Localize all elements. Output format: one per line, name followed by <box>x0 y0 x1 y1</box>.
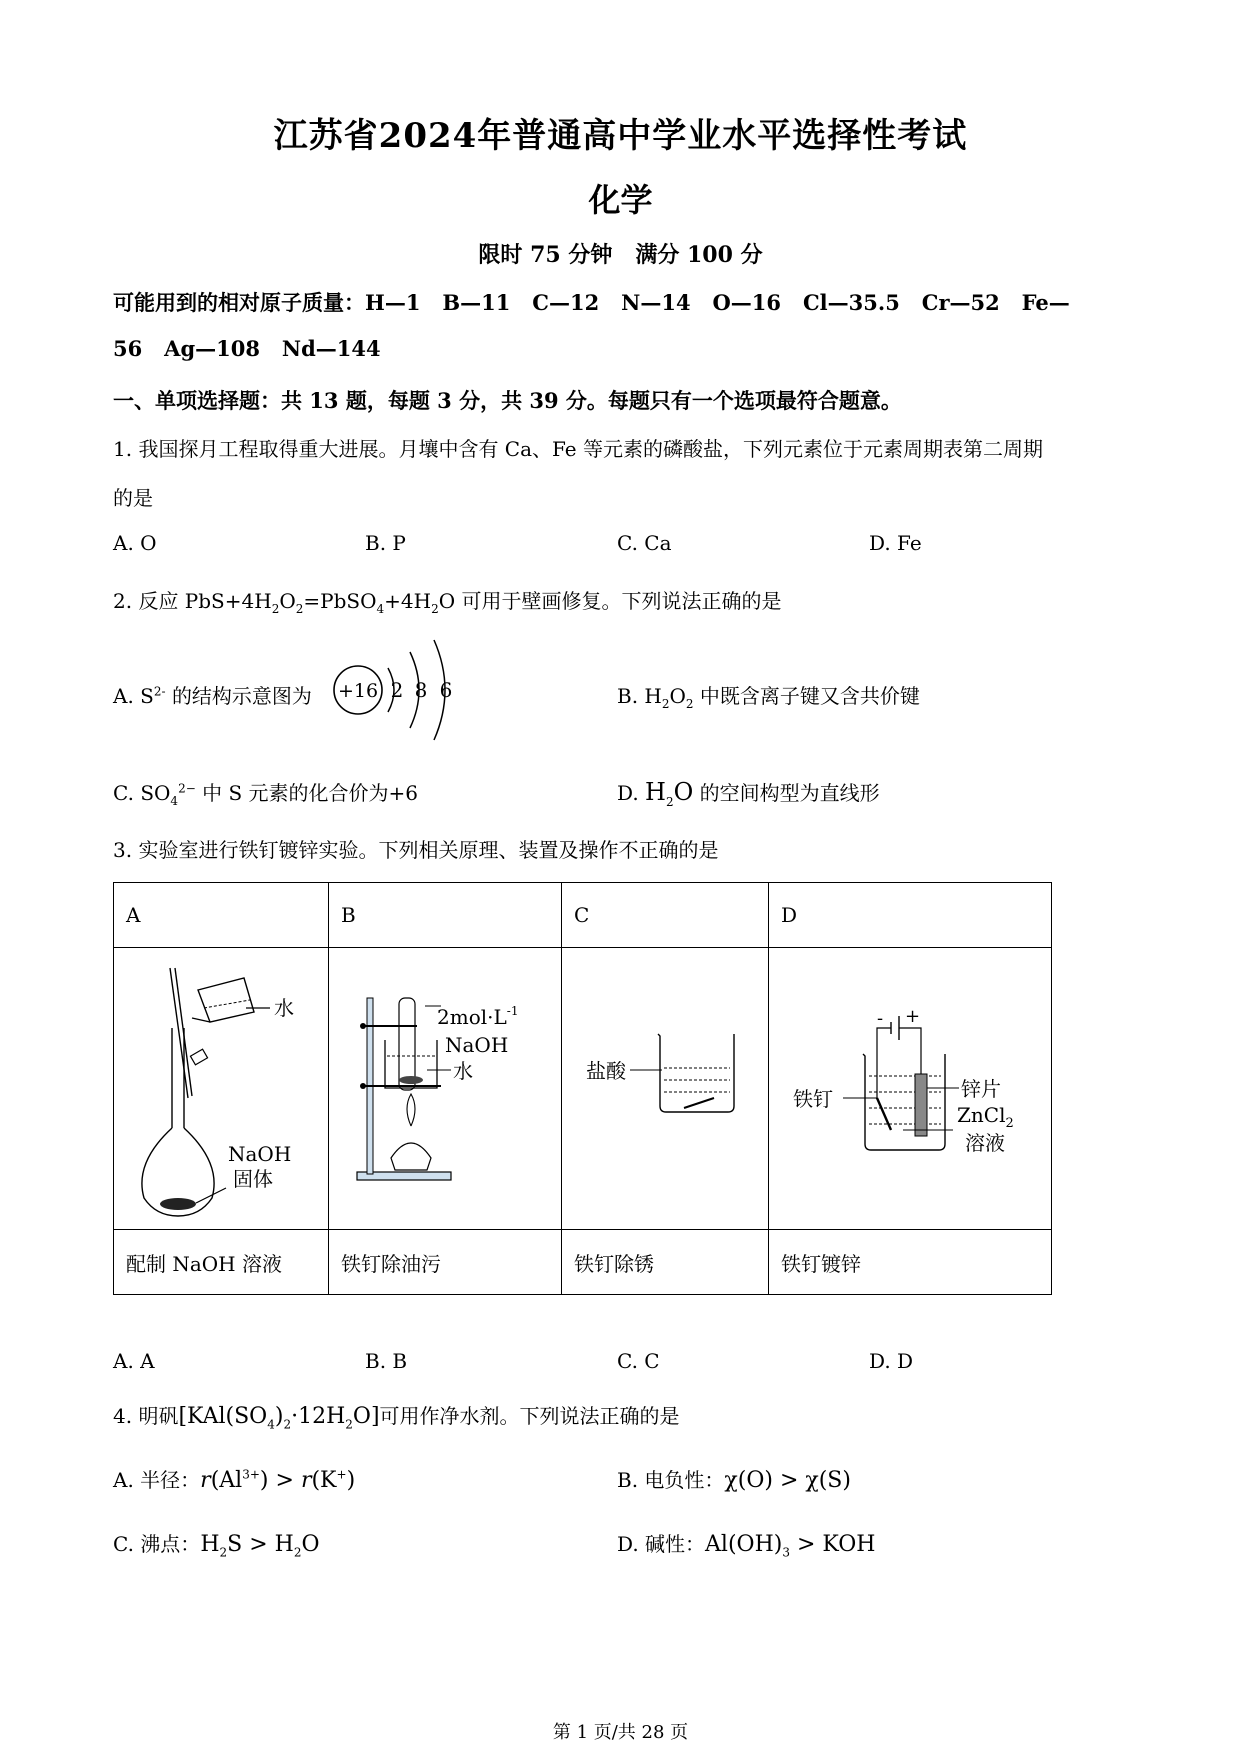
label-naoh-b: NaOH <box>445 1033 509 1057</box>
label-hydrochloric-acid: 盐酸 <box>586 1059 626 1083</box>
shell-1-count: 2 <box>390 678 404 702</box>
q3-figure-a-cell <box>114 948 329 1230</box>
q3-header-d: D <box>769 883 1052 948</box>
q2-option-d: D. $H_2O$ 的空间构型为直线形 <box>617 778 880 809</box>
iron-stand-figure <box>341 948 549 1224</box>
q3-option-b: B. B <box>365 1349 408 1373</box>
q3-header-c: C <box>562 883 769 948</box>
q3-option-c: C. C <box>617 1349 660 1373</box>
time-info: 限时 75 分钟 满分 100 分 <box>478 242 763 268</box>
q3-table <box>113 882 1052 1295</box>
label-concentration: $2mol\cdot L^{-1}$ <box>437 1004 519 1029</box>
q4-stem: 4. 明矾$[KAl(SO_4)_2\cdot 12H_2O]$可用作净水剂。下列说法正确的是 <box>113 1404 680 1432</box>
q3-option-a: A. A <box>113 1349 155 1373</box>
q1-stem-line1: 1. 我国探月工程取得重大进展。月壤中含有 Ca、Fe 等元素的磷酸盐，下列元素位于元素周期表第二周期 <box>113 437 1043 461</box>
q2-option-a: A. $S^{2-}$ 的结构示意图为 <box>113 684 312 708</box>
sulfide-structure-diagram <box>330 630 460 750</box>
label-solution: 溶液 <box>965 1131 1005 1155</box>
water-formula: $H_2O$ <box>645 778 694 809</box>
radius-comparison: $r(Al^{3+}) > r(K^+)$ <box>200 1467 356 1493</box>
q2-option-b: B. $H_2O_2$ 中既含离子键又含共价键 <box>617 684 920 711</box>
q3-figure-c-cell <box>562 948 769 1230</box>
h2o2-formula: $H_2O_2$ <box>644 684 694 711</box>
q1-option-a: A. O <box>113 531 157 555</box>
q4-option-c: C. 沸点：$H_2S > H_2O$ <box>113 1532 320 1560</box>
q3-caption-c: 铁钉除锈 <box>562 1230 769 1295</box>
plus-sign: + <box>905 1006 921 1027</box>
q3-caption-d: 铁钉镀锌 <box>769 1230 1052 1295</box>
q1-option-c: C. Ca <box>617 531 672 555</box>
shell-2-count: 8 <box>414 678 428 702</box>
q3-caption-b: 铁钉除油污 <box>329 1230 562 1295</box>
atomic-masses-line2: 56 Ag—108 Nd—144 <box>113 336 381 361</box>
q2-stem: 2. 反应 $PbS+4H_2O_2=PbSO_4+4H_2O$ 可用于壁画修复。下列说法正确的是 <box>113 589 782 616</box>
section-heading: 一、单项选择题：共 13 题，每题 3 分，共 39 分。每题只有一个选项最符合题意。 <box>113 388 902 413</box>
q3-header-a: A <box>114 883 329 948</box>
electroplating-figure <box>781 948 1039 1224</box>
q3-stem: 3. 实验室进行铁钉镀锌实验。下列相关原理、装置及操作不正确的是 <box>113 838 719 862</box>
label-solid: 固体 <box>233 1167 273 1191</box>
q2-option-c: C. $SO_4^{2-}$ 中 S 元素的化合价为+6 <box>113 781 419 808</box>
q3-option-d: D. D <box>869 1349 914 1373</box>
electronegativity-comparison: χ(O) > χ(S) <box>724 1468 851 1493</box>
atomic-masses-line1: 可能用到的相对原子质量：H—1 B—11 C—12 N—14 O—16 Cl—35.5 Cr—52 Fe— <box>113 290 1070 315</box>
boiling-point-comparison: $H_2S > H_2O$ <box>200 1532 320 1560</box>
label-iron-nail: 铁钉 <box>793 1087 833 1111</box>
label-zinc-plate: 锌片 <box>961 1077 1001 1101</box>
volumetric-flask-figure <box>126 948 316 1224</box>
q3-figure-d-cell <box>769 948 1052 1230</box>
nucleus-label: +16 <box>337 680 379 702</box>
alum-formula: $[KAl(SO_4)_2\cdot 12H_2O]$ <box>178 1404 380 1432</box>
page-footer: 第 1 页/共 28 页 <box>552 1722 689 1743</box>
q4-option-b: B. 电负性：χ(O) > χ(S) <box>617 1468 851 1493</box>
q2-equation: $PbS+4H_2O_2=PbSO_4+4H_2O$ <box>184 589 456 616</box>
label-naoh: NaOH <box>228 1142 292 1166</box>
label-zncl2: ZnCl$_2$ <box>957 1103 1014 1131</box>
exam-title: 江苏省2024年普通高中学业水平选择性考试 <box>273 116 968 156</box>
sulfate-formula: $SO_4^{2-}$ <box>140 781 196 808</box>
label-water-b: 水 <box>453 1059 473 1083</box>
basicity-comparison: $Al(OH)_3$ > KOH <box>705 1532 876 1560</box>
label-water: 水 <box>274 996 294 1020</box>
q3-header-b: B <box>329 883 562 948</box>
q3-figure-b-cell <box>329 948 562 1230</box>
q4-option-d: D. 碱性：$Al(OH)_3$ > KOH <box>617 1532 876 1560</box>
q1-stem-line2: 的是 <box>113 486 153 510</box>
shell-3-count: 6 <box>439 678 453 702</box>
beaker-acid-figure <box>574 948 756 1224</box>
q3-caption-a: 配制 NaOH 溶液 <box>114 1230 329 1295</box>
sulfide-ion: $S^{2-}$ <box>140 684 166 708</box>
q1-option-d: D. Fe <box>869 531 922 555</box>
q1-option-b: B. P <box>365 531 406 555</box>
q4-option-a: A. 半径：$r(Al^{3+}) > r(K^+)$ <box>113 1467 356 1493</box>
subject-title: 化学 <box>588 181 653 219</box>
minus-sign: - <box>877 1008 884 1029</box>
